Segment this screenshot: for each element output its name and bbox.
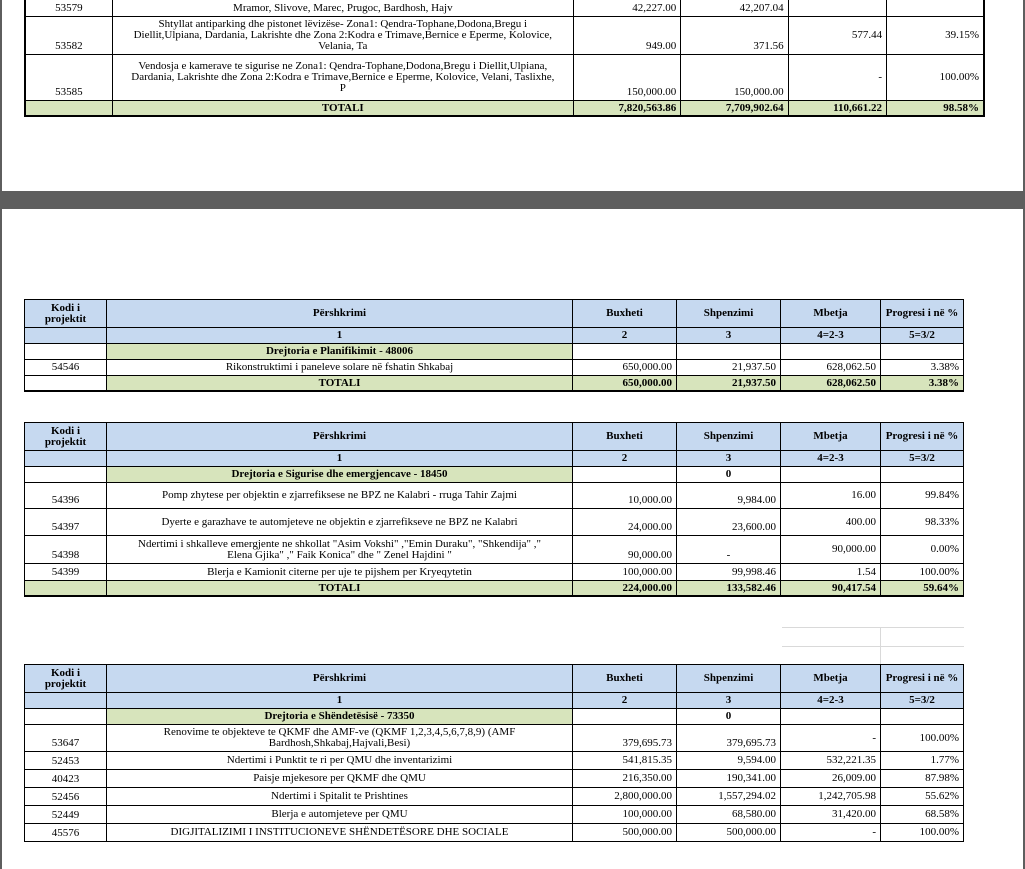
header-code: Kodi i projektit bbox=[25, 423, 107, 451]
project-description: DIGJITALIZIMI I INSTITUCIONEVE SHËNDETËSORE DHE SOCIALE bbox=[107, 824, 573, 842]
total-budget: 650,000.00 bbox=[573, 376, 677, 392]
table-row bbox=[25, 17, 984, 55]
header-spent: Shpenzimi bbox=[677, 423, 781, 451]
project-code: 52449 bbox=[25, 806, 107, 824]
total-remaining: 110,661.22 bbox=[788, 101, 886, 117]
department-name: Drejtoria e Sigurise dhe emergjencave - 18450 bbox=[107, 467, 573, 483]
index-remaining: 4=2-3 bbox=[781, 693, 881, 709]
header-budget: Buxheti bbox=[573, 423, 677, 451]
index-budget: 2 bbox=[573, 451, 677, 467]
header-code: Kodi i projektit bbox=[25, 300, 107, 328]
budget-cell: 2,800,000.00 bbox=[573, 788, 677, 806]
project-code: 53582 bbox=[25, 17, 112, 55]
header-spent: Shpenzimi bbox=[677, 665, 781, 693]
table-row bbox=[25, 725, 964, 752]
progress-cell bbox=[887, 0, 984, 17]
total-row bbox=[25, 376, 964, 392]
remaining-cell: 400.00 bbox=[781, 509, 881, 536]
total-label: TOTALI bbox=[107, 376, 573, 392]
index-budget: 2 bbox=[573, 328, 677, 344]
remaining-cell: 577.44 bbox=[788, 17, 886, 55]
progress-cell: 100.00% bbox=[887, 55, 984, 101]
table-row bbox=[25, 483, 964, 509]
spent-cell: 21,937.50 bbox=[677, 360, 781, 376]
header-row bbox=[25, 423, 964, 451]
document-page-2 bbox=[2, 209, 1023, 869]
header-progress: Progresi i në % bbox=[881, 300, 964, 328]
spent-cell: 379,695.73 bbox=[677, 725, 781, 752]
spent-cell: 99,998.46 bbox=[677, 564, 781, 581]
total-progress: 98.58% bbox=[887, 101, 984, 117]
index-budget: 2 bbox=[573, 693, 677, 709]
project-code: 53585 bbox=[25, 55, 112, 101]
progress-cell: 100.00% bbox=[881, 824, 964, 842]
project-description: Ndertimi i shkalleve emergjente ne shkollat "Asim Vokshi" ,"Emin Duraku", "Shkendija" ," Elena Gjika" ," Faik Konica" dhe " Zenel Hajdini " bbox=[107, 536, 573, 564]
budget-cell: 650,000.00 bbox=[573, 360, 677, 376]
total-remaining: 90,417.54 bbox=[781, 581, 881, 597]
spent-cell: 9,594.00 bbox=[677, 752, 781, 770]
budget-cell: 379,695.73 bbox=[573, 725, 677, 752]
index-spent: 3 bbox=[677, 693, 781, 709]
index-row bbox=[25, 693, 964, 709]
spent-cell: 150,000.00 bbox=[681, 55, 788, 101]
budget-cell: 100,000.00 bbox=[573, 806, 677, 824]
department-name: Drejtoria e Planifikimit - 48006 bbox=[107, 344, 573, 360]
project-description: Renovime te objekteve te QKMF dhe AMF-ve (QKMF 1,2,3,4,5,6,7,8,9) (AMF Bardhosh,Shkabaj,Hajvali,Besi) bbox=[107, 725, 573, 752]
project-description: Pomp zhytese per objektin e zjarrefiksese ne BPZ ne Kalabri - rruga Tahir Zajmi bbox=[107, 483, 573, 509]
progress-cell: 98.33% bbox=[881, 509, 964, 536]
progress-cell: 55.62% bbox=[881, 788, 964, 806]
budget-table-planifikimi bbox=[24, 299, 964, 392]
total-remaining: 628,062.50 bbox=[781, 376, 881, 392]
total-spent: 133,582.46 bbox=[677, 581, 781, 597]
table-row bbox=[25, 824, 964, 842]
progress-cell: 99.84% bbox=[881, 483, 964, 509]
progress-cell: 39.15% bbox=[887, 17, 984, 55]
index-description: 1 bbox=[107, 451, 573, 467]
header-progress: Progresi i në % bbox=[881, 665, 964, 693]
header-progress: Progresi i në % bbox=[881, 423, 964, 451]
project-description: Ndertimi i Punktit te ri per QMU dhe inventarizimi bbox=[107, 752, 573, 770]
total-row bbox=[25, 101, 984, 117]
project-description: Shtyllat antiparking dhe pistonet lëvizëse- Zona1: Qendra-Tophane,Dodona,Bregu i Diellit,Ulpiana, Dardania, Lakrishte dhe Zona 2:Kodra e Trimave,Bernice e Eperme, Kolovice, Velania, Ta bbox=[112, 17, 573, 55]
spent-cell: 1,557,294.02 bbox=[677, 788, 781, 806]
project-description: Mramor, Slivove, Marec, Prugoc, Bardhosh, Hajv bbox=[112, 0, 573, 17]
project-code: 40423 bbox=[25, 770, 107, 788]
remaining-cell: 1.54 bbox=[781, 564, 881, 581]
spent-cell: 371.56 bbox=[681, 17, 788, 55]
index-description: 1 bbox=[107, 693, 573, 709]
total-progress: 3.38% bbox=[881, 376, 964, 392]
index-description: 1 bbox=[107, 328, 573, 344]
project-code: 53579 bbox=[25, 0, 112, 17]
remaining-cell: 628,062.50 bbox=[781, 360, 881, 376]
table-row bbox=[25, 564, 964, 581]
project-description: Dyerte e garazhave te automjeteve ne objektin e zjarrefikseve ne BPZ ne Kalabri bbox=[107, 509, 573, 536]
budget-cell: 541,815.35 bbox=[573, 752, 677, 770]
project-code: 54546 bbox=[25, 360, 107, 376]
department-row bbox=[25, 467, 964, 483]
budget-table-sigurise bbox=[24, 422, 964, 597]
budget-cell: 949.00 bbox=[573, 17, 680, 55]
project-description: Vendosja e kamerave te sigurise ne Zona1: Qendra-Tophane,Dodona,Bregu i Diellit,Ulpiana, Dardania, Lakrishte dhe Zona 2:Kodra e Trimave,Bernice e Eperme, Kolovice, Velani, Taslixhe, P bbox=[112, 55, 573, 101]
spent-cell: 9,984.00 bbox=[677, 483, 781, 509]
header-remaining: Mbetja bbox=[781, 423, 881, 451]
remaining-cell: 31,420.00 bbox=[781, 806, 881, 824]
header-spent: Shpenzimi bbox=[677, 300, 781, 328]
total-budget: 224,000.00 bbox=[573, 581, 677, 597]
project-description: Paisje mjekesore per QKMF dhe QMU bbox=[107, 770, 573, 788]
header-remaining: Mbetja bbox=[781, 300, 881, 328]
project-code: 54398 bbox=[25, 536, 107, 564]
progress-cell: 3.38% bbox=[881, 360, 964, 376]
total-label: TOTALI bbox=[112, 101, 573, 117]
progress-cell: 100.00% bbox=[881, 725, 964, 752]
total-spent: 7,709,902.64 bbox=[681, 101, 788, 117]
progress-cell: 68.58% bbox=[881, 806, 964, 824]
table-row bbox=[25, 55, 984, 101]
total-progress: 59.64% bbox=[881, 581, 964, 597]
project-description: Rikonstruktimi i paneleve solare në fshatin Shkabaj bbox=[107, 360, 573, 376]
progress-cell: 1.77% bbox=[881, 752, 964, 770]
index-progress: 5=3/2 bbox=[881, 328, 964, 344]
index-remaining: 4=2-3 bbox=[781, 451, 881, 467]
table-row bbox=[25, 509, 964, 536]
project-code: 54399 bbox=[25, 564, 107, 581]
department-spent: 0 bbox=[677, 467, 781, 483]
header-description: Përshkrimi bbox=[107, 423, 573, 451]
remaining-cell: 26,009.00 bbox=[781, 770, 881, 788]
document-page-1 bbox=[2, 0, 1023, 191]
budget-cell: 90,000.00 bbox=[573, 536, 677, 564]
budget-table-shendetesise bbox=[24, 664, 964, 842]
budget-cell: 24,000.00 bbox=[573, 509, 677, 536]
header-budget: Buxheti bbox=[573, 665, 677, 693]
index-row bbox=[25, 328, 964, 344]
index-spent: 3 bbox=[677, 451, 781, 467]
budget-cell: 100,000.00 bbox=[573, 564, 677, 581]
index-spent: 3 bbox=[677, 328, 781, 344]
remaining-cell: 16.00 bbox=[781, 483, 881, 509]
project-description: Ndertimi i Spitalit te Prishtines bbox=[107, 788, 573, 806]
total-spent: 21,937.50 bbox=[677, 376, 781, 392]
header-budget: Buxheti bbox=[573, 300, 677, 328]
remaining-cell: - bbox=[788, 55, 886, 101]
budget-table-continuation bbox=[24, 0, 985, 117]
table-row bbox=[25, 770, 964, 788]
remaining-cell: - bbox=[781, 725, 881, 752]
department-row bbox=[25, 709, 964, 725]
spent-cell: 23,600.00 bbox=[677, 509, 781, 536]
index-row bbox=[25, 451, 964, 467]
project-description: Blerja e Kamionit citerne per uje te pijshem per Kryeqytetin bbox=[107, 564, 573, 581]
spent-cell: 190,341.00 bbox=[677, 770, 781, 788]
budget-cell: 216,350.00 bbox=[573, 770, 677, 788]
project-code: 52456 bbox=[25, 788, 107, 806]
total-budget: 7,820,563.86 bbox=[573, 101, 680, 117]
progress-cell: 100.00% bbox=[881, 564, 964, 581]
table-row bbox=[25, 360, 964, 376]
gridline bbox=[782, 646, 964, 647]
total-row bbox=[25, 581, 964, 597]
budget-cell: 150,000.00 bbox=[573, 55, 680, 101]
project-code: 53647 bbox=[25, 725, 107, 752]
spent-cell: 68,580.00 bbox=[677, 806, 781, 824]
index-remaining: 4=2-3 bbox=[781, 328, 881, 344]
table-row bbox=[25, 806, 964, 824]
table-row bbox=[25, 752, 964, 770]
project-code: 52453 bbox=[25, 752, 107, 770]
budget-cell: 10,000.00 bbox=[573, 483, 677, 509]
header-description: Përshkrimi bbox=[107, 300, 573, 328]
index-progress: 5=3/2 bbox=[881, 693, 964, 709]
project-description: Blerja e automjeteve per QMU bbox=[107, 806, 573, 824]
remaining-cell: - bbox=[781, 824, 881, 842]
remaining-cell: 532,221.35 bbox=[781, 752, 881, 770]
total-label: TOTALI bbox=[107, 581, 573, 597]
remaining-cell bbox=[788, 0, 886, 17]
project-code: 54396 bbox=[25, 483, 107, 509]
table-row bbox=[25, 0, 984, 17]
gridline bbox=[880, 627, 881, 665]
department-row bbox=[25, 344, 964, 360]
remaining-cell: 90,000.00 bbox=[781, 536, 881, 564]
project-code: 45576 bbox=[25, 824, 107, 842]
header-row bbox=[25, 665, 964, 693]
table-row bbox=[25, 536, 964, 564]
spent-cell: 500,000.00 bbox=[677, 824, 781, 842]
remaining-cell: 1,242,705.98 bbox=[781, 788, 881, 806]
spent-cell: 42,207.04 bbox=[681, 0, 788, 17]
department-name: Drejtoria e Shëndetësisë - 73350 bbox=[107, 709, 573, 725]
spent-cell: - bbox=[677, 536, 781, 564]
progress-cell: 87.98% bbox=[881, 770, 964, 788]
project-code: 54397 bbox=[25, 509, 107, 536]
budget-cell: 500,000.00 bbox=[573, 824, 677, 842]
header-remaining: Mbetja bbox=[781, 665, 881, 693]
department-spent: 0 bbox=[677, 709, 781, 725]
budget-cell: 42,227.00 bbox=[573, 0, 680, 17]
header-code: Kodi i projektit bbox=[25, 665, 107, 693]
progress-cell: 0.00% bbox=[881, 536, 964, 564]
header-description: Përshkrimi bbox=[107, 665, 573, 693]
gridline bbox=[782, 627, 964, 628]
table-row bbox=[25, 788, 964, 806]
header-row bbox=[25, 300, 964, 328]
index-progress: 5=3/2 bbox=[881, 451, 964, 467]
